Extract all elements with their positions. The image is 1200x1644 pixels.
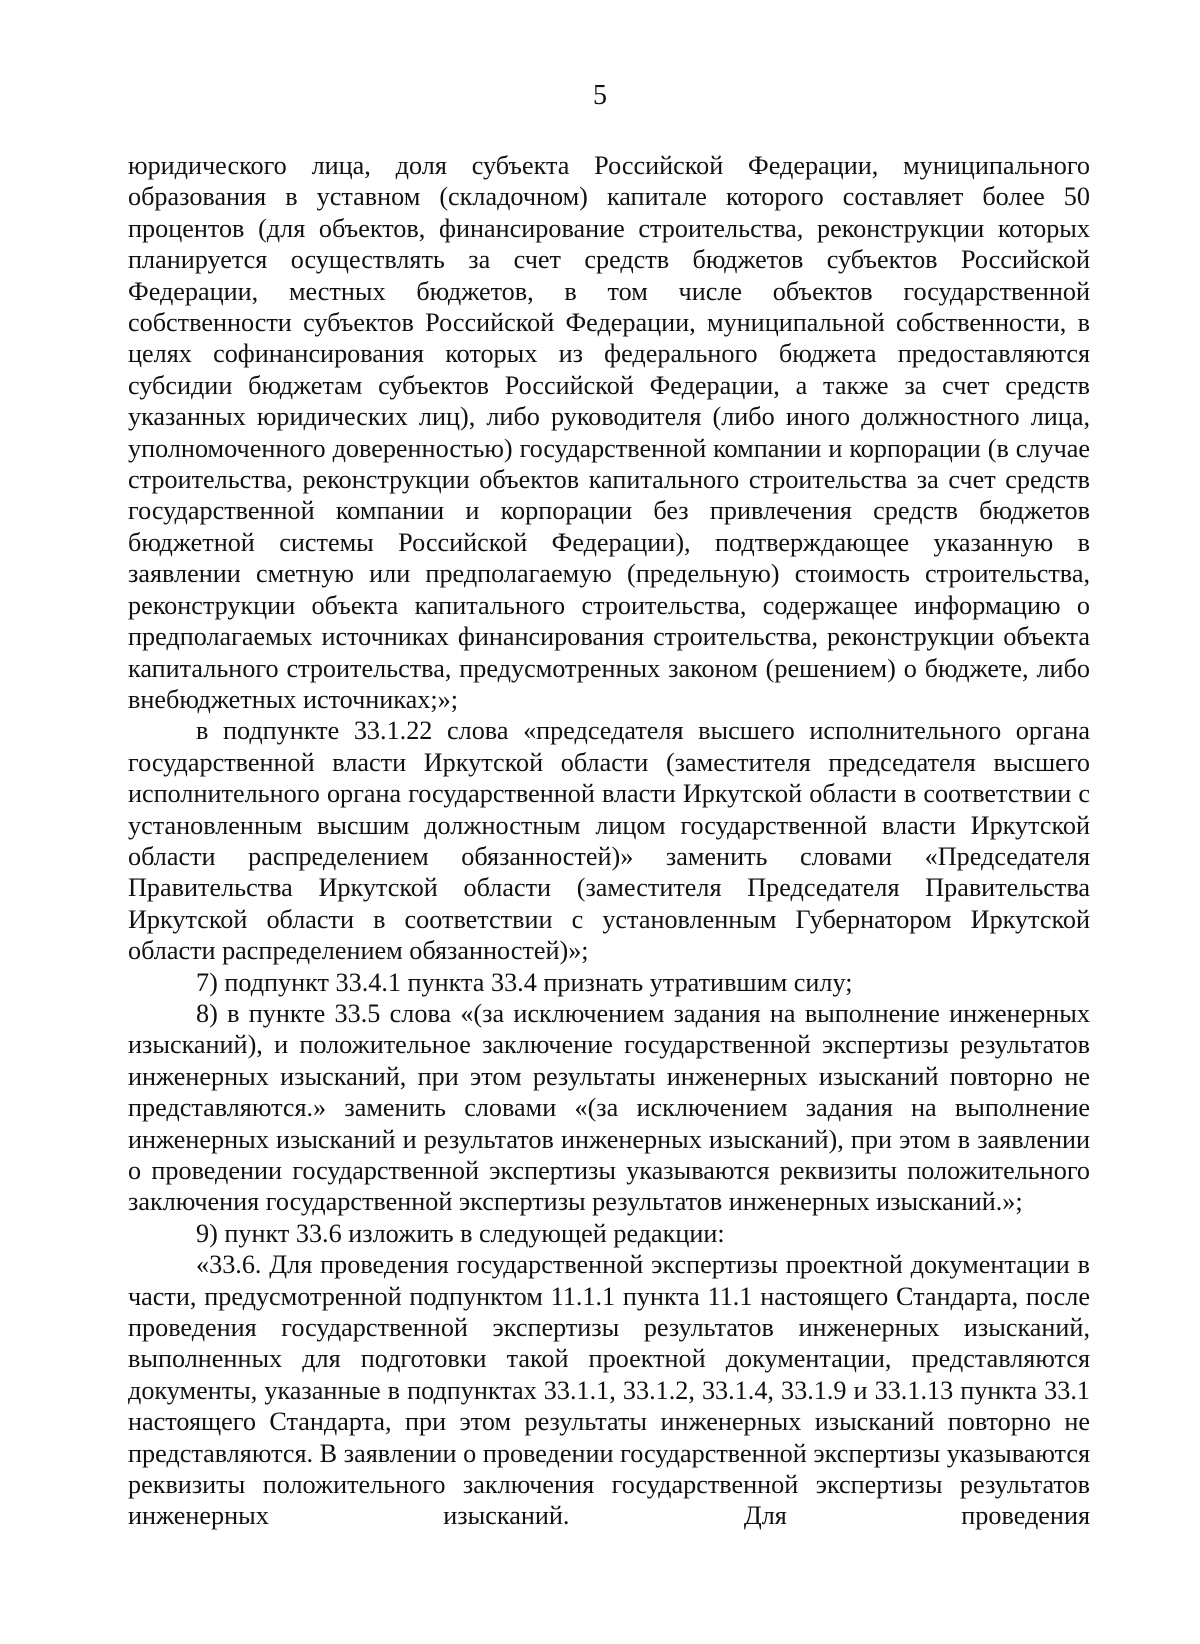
document-body (128, 150, 1090, 1532)
paragraph-item-8: 8) в пункте 33.5 слова «(за исключением задания на выполнение инженерных изысканий), и положительное заключение государственной экспертизы результатов инженерных изысканий, при этом результаты инженерных изысканий повторно не представляются.» заменить словами «(за исключением задания на выполнение инженерных изысканий и результатов инженерных изысканий), при этом в заявлении о проведении государственной экспертизы указываются реквизиты положительного заключения государственной экспертизы результатов инженерных изысканий.»; (128, 998, 1090, 1217)
paragraph-item-9: 9) пункт 33.6 изложить в следующей редакции: (196, 1218, 725, 1248)
page-number: 5 (593, 80, 607, 111)
paragraph-subpoint-33-1-22: в подпункте 33.1.22 слова «председателя высшего исполнительного органа государственной власти Иркутской области (заместителя председателя высшего исполнительного органа государственной власти Иркутской области в соответствии с установленным высшим должностным лицом государственной власти Иркутской области распределением обязанностей)» заменить словами «Председателя Правительства Иркутской области (заместителя Председателя Правительства Иркутской области в соответствии с установленным Губернатором Иркутской области распределением обязанностей)»; (128, 716, 1090, 966)
paragraph-item-7: 7) подпункт 33.4.1 пункта 33.4 признать утратившим силу; (196, 967, 853, 997)
paragraph-continuation: юридического лица, доля субъекта Российской Федерации, муниципального образования в уставном (складочном) капитале которого составляет более 50 процентов (для объектов, финансирование строительства, реконструкции которых планируется осуществлять за счет средств бюджетов субъектов Российской Федерации, местных бюджетов, в том числе объектов государственной собственности субъектов Российской Федерации, муниципальной собственности, в целях софинансирования которых из федерального бюджета предоставляются субсидии бюджетам субъектов Российской Федерации, а также за счет средств указанных юридических лиц), либо руководителя (либо иного должностного лица, уполномоченного доверенностью) государственной компании и корпорации (в случае строительства, реконструкции объектов капитального строительства за счет средств государственной компании и корпорации без привлечения средств бюджетов бюджетной системы Российской Федерации), подтверждающее указанную в заявлении сметную или предполагаемую (предельную) стоимость строительства, реконструкции объекта капитального строительства, содержащее информацию о предполагаемых источниках финансирования строительства, реконструкции объекта капитального строительства, предусмотренных законом (решением) о бюджете, либо внебюджетных источниках;»; (128, 151, 1090, 714)
paragraph-quoted-33-6: «33.6. Для проведения государственной экспертизы проектной документации в части, предусмотренной подпунктом 11.1.1 пункта 11.1 настоящего Стандарта, после проведения государственной экспертизы результатов инженерных изысканий, выполненных для подготовки такой проектной документации, представляются документы, указанные в подпунктах 33.1.1, 33.1.2, 33.1.4, 33.1.9 и 33.1.13 пункта 33.1 настоящего Стандарта, при этом результаты инженерных изысканий повторно не представляются. В заявлении о проведении государственной экспертизы указываются реквизиты положительного заключения государственной экспертизы результатов инженерных изысканий. Для проведения (128, 1250, 1090, 1531)
